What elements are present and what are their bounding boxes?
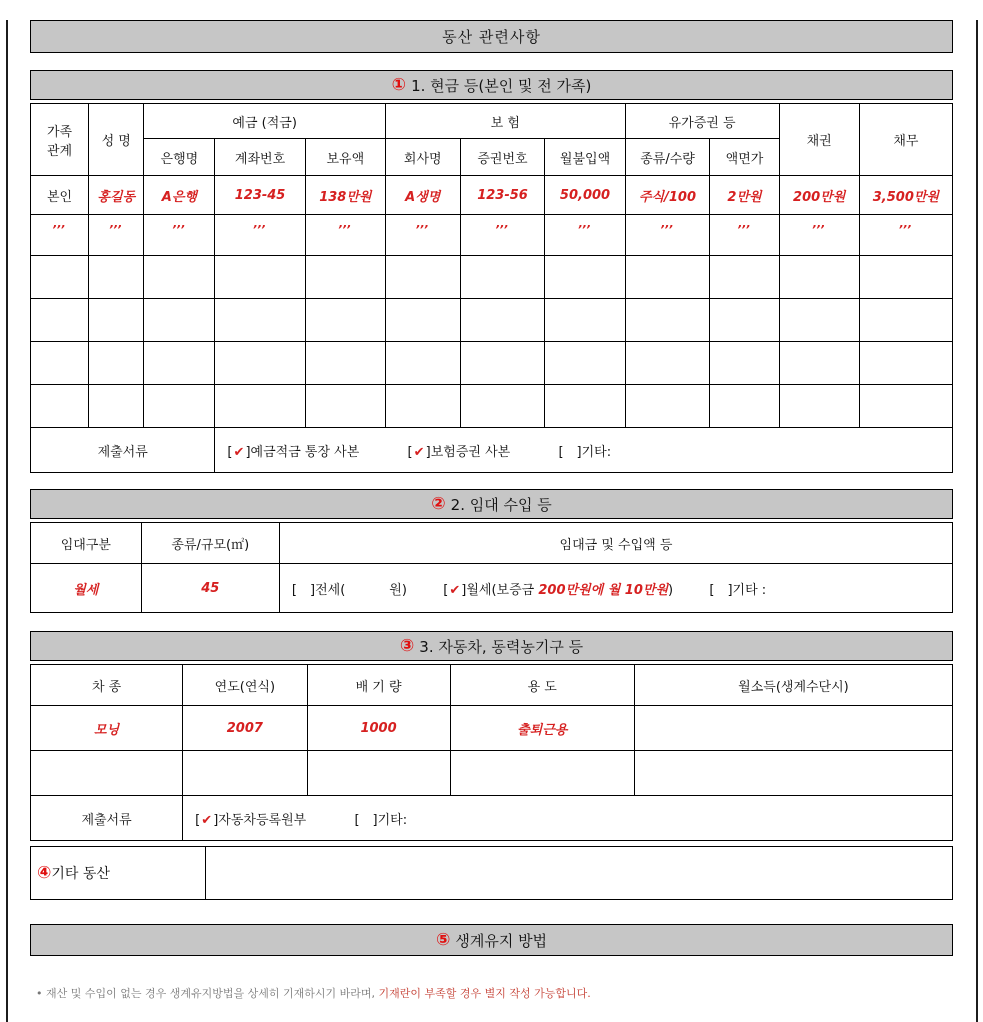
bracket-close: ] [372,812,378,828]
section1-title: 1. 현금 등(본인 및 전 가족) [411,76,592,95]
checkbox-jeonse[interactable] [292,583,411,598]
section3-number-icon: ③ [399,635,415,656]
bracket-close: ] [425,444,431,460]
blank-cell[interactable] [545,342,625,385]
col-header-rental-type: 임대구분 [31,523,142,564]
ditto-mark: ,,, [305,215,385,256]
footer-note [36,986,947,1001]
col-header-premium: 월불입액 [545,139,625,176]
table-row [31,706,953,751]
col-header-debt: 채무 [859,104,952,176]
checkbox-deposit-passbook-copy[interactable] [227,445,363,460]
table-row-empty [31,342,953,385]
blank-cell[interactable] [89,385,144,428]
blank-cell[interactable] [710,256,779,299]
table-row-empty [31,385,953,428]
section5-header [30,924,953,956]
wolse-amount-value: 200만원에 월 10만원 [538,582,669,598]
blank-cell[interactable] [859,342,952,385]
documents-row [31,796,953,841]
checkbox-label: 기타: [581,444,612,460]
check-icon: ✔ [233,444,245,460]
blank-cell[interactable] [183,751,307,796]
blank-cell[interactable] [710,299,779,342]
col-header-family-relation [31,104,89,176]
checkbox-label: 자동차등록원부 [218,812,307,828]
cell-bond: 200만원 [779,176,859,215]
cell-company: A생명 [385,176,460,215]
vehicle-table [30,664,953,841]
bracket-close: ] [461,582,467,598]
blank-cell[interactable] [305,385,385,428]
ditto-mark: ,,, [710,215,779,256]
ditto-mark: ,,, [144,215,215,256]
cash-assets-table [30,103,953,473]
footer-note-text-emphasis: 기재란이 부족할 경우 별지 작성 가능합니다. [378,987,591,1000]
col-header-company: 회사명 [385,139,460,176]
documents-options [183,796,953,841]
cell-kind-size: 45 [141,564,279,613]
blank-cell[interactable] [215,342,305,385]
blank-cell[interactable] [144,256,215,299]
form-document [30,20,953,1001]
ditto-mark: ,,, [625,215,710,256]
ditto-mark: ,,, [385,215,460,256]
cell-premium: 50,000 [545,176,625,215]
blank-cell[interactable] [89,299,144,342]
cell-kind-qty: 주식/100 [625,176,710,215]
section5-title: 생계유지 방법 [455,931,548,950]
section1-number-icon: ① [391,74,407,95]
blank-cell[interactable] [31,751,183,796]
bracket-close: ] [213,812,219,828]
col-group-securities: 유가증권 등 [625,104,779,139]
col-header-year: 연도(연식) [183,665,307,706]
section2-number-icon: ② [431,493,446,514]
blank-cell[interactable] [634,751,952,796]
bracket-open: [ [354,812,360,828]
ditto-mark: ,,, [89,215,144,256]
blank-cell[interactable] [31,385,89,428]
section1-header [30,70,953,100]
other-movables-label: 기타 동산 [51,866,110,882]
blank-cell[interactable] [144,385,215,428]
blank-cell[interactable] [31,342,89,385]
bracket-close: ] [576,444,582,460]
table-row-empty [31,299,953,342]
col-header-name: 성 명 [89,104,144,176]
blank-cell[interactable] [307,751,450,796]
document-title: 동산 관련사항 [442,28,541,46]
col-header-usage: 용 도 [450,665,634,706]
blank-cell[interactable] [31,256,89,299]
checkbox-label: 기타: [377,812,408,828]
col-header-rental-amount: 임대금 및 수입액 등 [279,523,952,564]
bracket-open: [ [407,444,413,460]
blank-cell[interactable] [215,256,305,299]
blank-cell[interactable] [545,256,625,299]
checkbox-vehicle-etc[interactable] [354,813,407,828]
blank-cell[interactable] [215,299,305,342]
document-title-bar [30,20,953,53]
blank-cell[interactable] [305,299,385,342]
cell-policy: 123-56 [460,176,545,215]
blank-cell[interactable] [545,385,625,428]
bracket-open: [ [443,582,449,598]
checkbox-label: 예금적금 통장 사본 [250,444,360,460]
cell-face-value: 2만원 [710,176,779,215]
other-movables-value-cell[interactable] [206,847,953,900]
blank-cell[interactable] [144,342,215,385]
blank-cell[interactable] [710,385,779,428]
cell-monthly-income [634,706,952,751]
blank-cell[interactable] [710,342,779,385]
blank-cell[interactable] [89,256,144,299]
col-header-kind-size: 종류/규모(㎡) [141,523,279,564]
ditto-mark: ,,, [460,215,545,256]
cell-usage: 출퇴근용 [450,706,634,751]
blank-cell[interactable] [625,299,710,342]
checkbox-wolse[interactable] [443,583,677,598]
cell-car-model: 모닝 [31,706,183,751]
blank-cell[interactable] [779,299,859,342]
family-relation-line1: 가족 [46,124,73,140]
blank-cell[interactable] [144,299,215,342]
documents-row [31,428,953,473]
table-row [31,564,953,613]
cell-year: 2007 [183,706,307,751]
blank-cell[interactable] [460,342,545,385]
blank-cell[interactable] [215,385,305,428]
blank-cell[interactable] [625,256,710,299]
blank-cell[interactable] [385,256,460,299]
checkbox-insurance-policy-copy[interactable] [408,445,515,460]
check-icon: ✔ [413,444,425,460]
section4-number-icon: ④ [37,863,52,883]
section5-number-icon: ⑤ [435,929,451,950]
bracket-close: ] [727,582,733,598]
bullet-icon: • [36,987,43,1000]
check-icon: ✔ [449,582,461,598]
bracket-open: [ [195,812,201,828]
col-header-account: 계좌번호 [215,139,305,176]
section2-title: 2. 임대 수입 등 [450,495,552,514]
col-header-bond: 채권 [779,104,859,176]
section2-header [30,489,953,519]
blank-cell[interactable] [450,751,634,796]
col-header-car-model: 차 종 [31,665,183,706]
cell-account: 123-45 [215,176,305,215]
table-row-ditto [31,215,953,256]
blank-cell[interactable] [385,299,460,342]
cell-debt: 3,500만원 [859,176,952,215]
col-group-insurance: 보 험 [385,104,625,139]
table-row [31,176,953,215]
other-movables-table [30,846,953,900]
bracket-close: ] [245,444,251,460]
checkbox-label: 보험증권 사본 [430,444,511,460]
page-border-right [976,20,978,1022]
jeonse-unit: 원) [389,582,407,598]
blank-cell[interactable] [89,342,144,385]
rental-amount-options [279,564,952,613]
blank-cell[interactable] [385,342,460,385]
blank-cell[interactable] [545,299,625,342]
blank-cell[interactable] [779,385,859,428]
cell-bank: A은행 [144,176,215,215]
col-header-policy: 증권번호 [460,139,545,176]
blank-cell[interactable] [31,299,89,342]
cell-displacement: 1000 [307,706,450,751]
checkbox-label: 기타 : [732,582,767,598]
bracket-open: [ [558,444,564,460]
checkbox-label: 전세( [315,582,346,598]
blank-cell[interactable] [305,342,385,385]
blank-cell[interactable] [305,256,385,299]
col-group-deposit: 예금 (적금) [144,104,386,139]
cell-balance: 138만원 [305,176,385,215]
cell-family-relation: 본인 [31,176,89,215]
other-movables-label-cell [31,847,206,900]
checkbox-vehicle-registration[interactable] [195,813,310,828]
checkbox-etc[interactable] [558,445,611,460]
documents-label: 제출서류 [31,796,183,841]
checkbox-rental-etc[interactable] [709,583,766,598]
blank-cell[interactable] [859,299,952,342]
blank-cell[interactable] [625,342,710,385]
table-row-empty [31,256,953,299]
bracket-open: [ [709,582,715,598]
ditto-mark: ,,, [31,215,89,256]
checkbox-label: 월세(보증금 [466,582,535,598]
ditto-mark: ,,, [859,215,952,256]
col-header-displacement: 배 기 량 [307,665,450,706]
col-header-balance: 보유액 [305,139,385,176]
blank-cell[interactable] [385,385,460,428]
blank-cell[interactable] [779,256,859,299]
blank-cell[interactable] [859,256,952,299]
check-icon: ✔ [201,812,213,828]
ditto-mark: ,,, [545,215,625,256]
col-header-bank: 은행명 [144,139,215,176]
col-header-face-value: 액면가 [710,139,779,176]
documents-options [215,428,953,473]
family-relation-line2: 관계 [46,143,73,159]
bracket-open: [ [227,444,233,460]
page-border-left [6,20,8,1022]
wolse-close-paren: ) [668,582,674,598]
blank-cell[interactable] [460,256,545,299]
cell-name: 홍길동 [89,176,144,215]
ditto-mark: ,,, [779,215,859,256]
bracket-close: ] [310,582,316,598]
blank-cell[interactable] [460,299,545,342]
footer-note-text: 재산 및 수입이 없는 경우 생계유지방법을 상세히 기재하시기 바라며, [46,987,375,1000]
blank-cell[interactable] [460,385,545,428]
col-header-monthly-income: 월소득(생계수단시) [634,665,952,706]
rental-income-table [30,522,953,613]
bracket-open: [ [291,582,297,598]
blank-cell[interactable] [859,385,952,428]
blank-cell[interactable] [625,385,710,428]
blank-cell[interactable] [779,342,859,385]
section3-header [30,631,953,661]
ditto-mark: ,,, [215,215,305,256]
col-header-kind-qty: 종류/수량 [625,139,710,176]
section3-title: 3. 자동차, 동력농기구 등 [419,637,584,656]
documents-label: 제출서류 [31,428,215,473]
table-row-empty [31,751,953,796]
cell-rental-type: 월세 [31,564,142,613]
